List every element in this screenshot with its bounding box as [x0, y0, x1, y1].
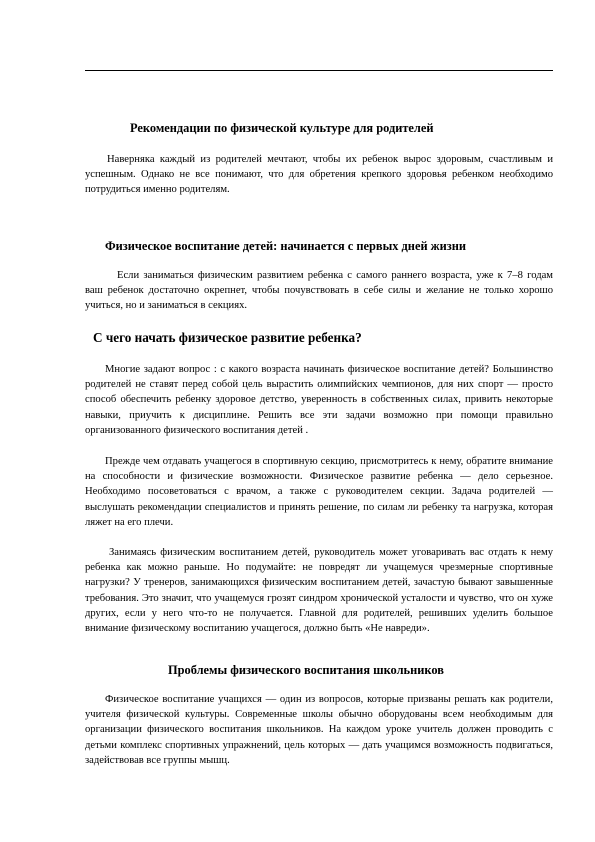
paragraph: Если заниматься физическим развитием ребенка с самого раннего возраста, уже к 7–8 годам ваш ребенок достаточно окрепнет, чтобы почувствовать в себе силы и желание не только хорошо учиться, но и заниматься в секциях. — [85, 270, 553, 312]
intro-paragraph: Наверняка каждый из родителей мечтают, чтобы их ребенок вырос здоровым, счастливым и успешным. Однако не все понимают, что для обретения крепкого здоровья ребенком необходимо потрудиться именно родителям. — [85, 154, 553, 196]
paragraph: Занимаясь физическим воспитанием детей, руководитель может уговаривать вас отдать к нему ребенка как можно раньше. Но подумайте: не повредят ли учащемуся чрезмерные спортивные нагрузки? У тренеров, занимающихся физическим воспитанием детей, зачастую бывают завышенные требования. Это значит, что учащемуся грозят синдром хронической усталости и чувство, что он хуже других, если у него что-то не получается. Главной для родителей, решивших уделить большое внимание физическому воспитанию учащегося, должно быть «Не навреди». — [85, 547, 553, 635]
section-heading-school-problems: Проблемы физического воспитания школьников — [168, 663, 444, 677]
section-heading-where-to-start: С чего начать физическое развитие ребенка? — [93, 330, 362, 345]
paragraph: Физическое воспитание учащихся — один из вопросов, которые призваны решать как родители, учителя физической культуры. Современные школы обычно оборудованы всем необходимым для организации физического воспитания школьников. На каждом уроке учитель должен проводить с детьми комплекс спортивных упражнений, цель которых — дать учащимся возможность подвигаться, задействовав все группы мышц. — [85, 694, 553, 766]
header-rule — [85, 70, 553, 71]
section-heading-early-development: Физическое воспитание детей: начинается с первых дней жизни — [105, 239, 467, 253]
paragraph: Прежде чем отдавать учащегося в спортивную секцию, присмотритесь к нему, обратите внимание на способности и физические возможности. Физическое развитие ребенка — дело серьезное. Необходимо посоветоваться с врачом, а также с руководителем секции. Задача родителей — выслушать рекомендации специалистов и принять решение, по силам ли ребенку та нагрузка, которая ляжет на его плечи. — [85, 456, 553, 528]
paragraph: Многие задают вопрос : с какого возраста начинать физическое воспитание детей? Большинство родителей не ставят перед собой цель вырастить олимпийских чемпионов, для них спорт — просто способ обеспечить ребенку здоровое детство, уверенность в собственных силах, привить некоторые навыки, приучить к дисциплине. Решить все эти задачи возможно при помощи правильно организованного физического воспитания детей . — [85, 364, 553, 436]
document-title: Рекомендации по физической культуре для родителей — [130, 121, 434, 135]
